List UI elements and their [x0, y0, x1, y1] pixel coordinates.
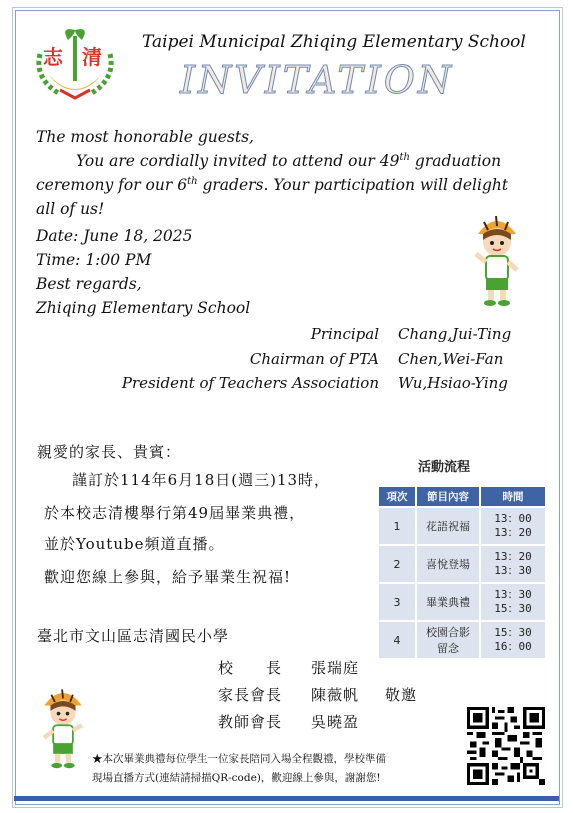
bottom-border: [14, 796, 559, 801]
invitation-title: INVITATION: [180, 58, 455, 102]
attendance-note: [92, 750, 464, 788]
chinese-signatory-role-teachers: 教師會長: [218, 713, 283, 731]
schedule-header-item: 節目內容: [417, 487, 479, 506]
chinese-line-3: 並於Youtube頻道直播。: [44, 535, 225, 553]
school-name: Taipei Municipal Zhiqing Elementary School: [142, 32, 526, 52]
signatory-name-teachers: Wu,Hsiao-Ying: [398, 374, 508, 392]
signatory-name-pta: Chen,Wei-Fan: [398, 350, 504, 368]
schedule-header-no: 項次: [379, 487, 415, 506]
english-body-line-1: You are cordially invited to attend our 49th graduation: [76, 152, 502, 171]
logo-char-2: 清: [82, 45, 102, 69]
chinese-signatory-name-principal: 張瑞庭: [311, 659, 360, 677]
note-line-1: ★本次畢業典禮每位學生一位家長陪同入場全程觀禮，學校準備: [92, 753, 386, 765]
schedule-no: 4: [379, 622, 415, 658]
english-school: Zhiqing Elementary School: [36, 299, 251, 317]
livestream-qr-code[interactable]: [467, 707, 545, 785]
english-body-line-3: all of us!: [36, 200, 105, 218]
english-regards: Best regards,: [36, 275, 142, 293]
schedule-header-row: [379, 487, 545, 506]
english-greeting: The most honorable guests,: [36, 128, 254, 146]
schedule-header-time: 時間: [481, 487, 545, 506]
schedule-time: 13：20 13：30: [481, 546, 545, 582]
signatory-role-pta: Chairman of PTA: [249, 350, 379, 368]
table-row: [379, 584, 545, 620]
chinese-school: 臺北市文山區志清國民小學: [37, 627, 230, 645]
note-line-2: 現場直播方式(連結請掃描QR-code)，歡迎線上參與，謝謝您!: [92, 772, 381, 784]
schedule-no: 3: [379, 584, 415, 620]
chinese-signatory-name-pta: 陳薇帆: [311, 686, 360, 704]
chinese-signatory-name-teachers: 吳曉盈: [311, 713, 360, 731]
schedule-time: 13：30 15：30: [481, 584, 545, 620]
english-date: Date: June 18, 2025: [36, 227, 193, 245]
schedule-item: 校園合影 留念: [417, 622, 479, 658]
schedule-time: 13：00 13：20: [481, 508, 545, 544]
signatory-name-principal: Chang,Jui-Ting: [398, 325, 512, 343]
chinese-line-4: 歡迎您線上參與，給予畢業生祝福!: [44, 568, 292, 586]
chinese-line-2: 於本校志清樓舉行第49屆畢業典禮，: [44, 504, 306, 522]
table-row: [379, 622, 545, 658]
tiger-mascot-bottom: [38, 684, 88, 770]
schedule-table: [377, 485, 547, 660]
signatory-role-teachers: President of Teachers Association: [121, 374, 379, 392]
english-time: Time: 1:00 PM: [36, 251, 152, 269]
tiger-mascot-top: [470, 212, 524, 308]
signatory-role-principal: Principal: [310, 325, 379, 343]
logo-char-1: 志: [43, 45, 63, 69]
schedule-time: 15：30 16：00: [481, 622, 545, 658]
schedule-item: 畢業典禮: [417, 584, 479, 620]
chinese-greeting: 親愛的家長、貴賓：: [37, 443, 182, 461]
chinese-invite-suffix: 敬邀: [385, 686, 418, 704]
school-logo: [30, 24, 120, 106]
chinese-line-1: 謹訂於114年6月18日(週三)13時，: [72, 471, 331, 489]
chinese-signatory-role-principal: 校 長: [218, 659, 283, 677]
chinese-signatory-role-pta: 家長會長: [218, 686, 283, 704]
table-row: [379, 508, 545, 544]
schedule-title: 活動流程: [418, 460, 471, 475]
schedule-item: 花語祝福: [417, 508, 479, 544]
table-row: [379, 546, 545, 582]
schedule-no: 2: [379, 546, 415, 582]
schedule-item: 喜悅登場: [417, 546, 479, 582]
english-body-line-2: ceremony for our 6th graders. Your participation will delight: [36, 176, 509, 195]
schedule-no: 1: [379, 508, 415, 544]
